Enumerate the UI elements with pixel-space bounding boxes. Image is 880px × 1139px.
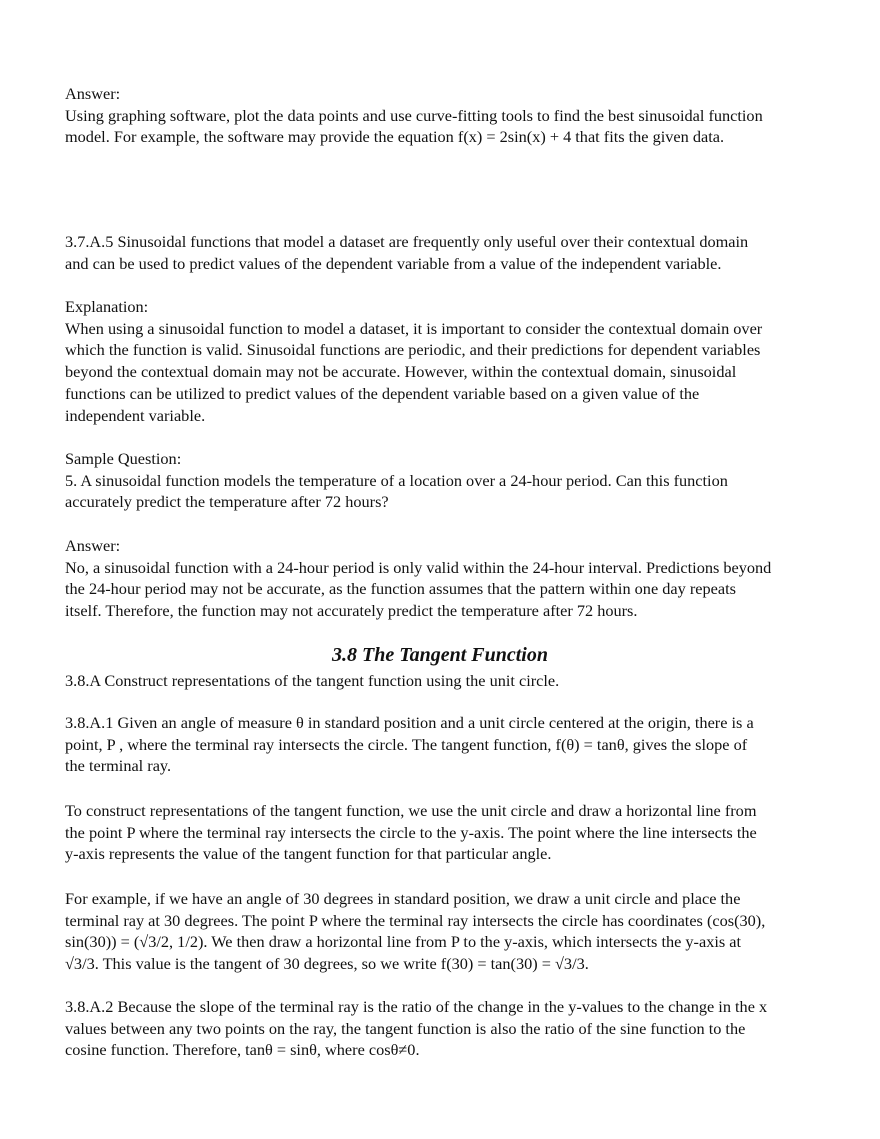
text-line: sin(30)) = (√3/2, 1/2). We then draw a horizontal line from P to the y-axis, which intersects the y-axis at [65,932,742,952]
text-line: terminal ray at 30 degrees. The point P where the terminal ray intersects the circle has coordinates (cos(30), [65,910,766,930]
standard-3-8-a-2 [65,996,767,1061]
answer-block-1 [65,83,763,148]
text-line: Using graphing software, plot the data points and use curve-fitting tools to find the best sinusoidal function [65,105,763,125]
text-line: When using a sinusoidal function to model a dataset, it is important to consider the contextual domain over [65,318,763,338]
standard-3-8-a-1 [65,712,754,777]
text-line: and can be used to predict values of the dependent variable from a value of the independent variable. [65,253,722,273]
answer-label: Answer: [65,536,121,555]
text-line: 3.7.A.5 Sinusoidal functions that model a dataset are frequently only useful over their contextual domain [65,232,749,251]
section-heading: 3.8 The Tangent Function [332,644,548,666]
text-line: No, a sinusoidal function with a 24-hour period is only valid within the 24-hour interval. Predictions beyond [65,557,772,577]
text-line: the point P where the terminal ray intersects the circle to the y-axis. The point where the line intersects the [65,822,757,842]
example-paragraph [65,888,765,975]
construct-paragraph [65,800,757,865]
standard-3-7-a-5 [65,231,748,274]
text-line: For example, if we have an angle of 30 degrees in standard position, we draw a unit circle and place the [65,889,741,908]
text-line: which the function is valid. Sinusoidal functions are periodic, and their predictions for dependent variables [65,340,761,360]
text-line: 3.8.A.1 Given an angle of measure θ in standard position and a unit circle centered at the origin, there is a [65,713,754,732]
text-line: independent variable. [65,405,206,425]
text-line: To construct representations of the tangent function, we use the unit circle and draw a horizontal line from [65,801,757,820]
text-line: 3.8.A Construct representations of the tangent function using the unit circle. [65,671,560,690]
explanation-label: Explanation: [65,297,149,316]
text-line: values between any two points on the ray, the tangent function is also the ratio of the sine function to the [65,1018,746,1038]
text-line: model. For example, the software may provide the equation f(x) = 2sin(x) + 4 that fits the given data. [65,127,725,147]
sample-question-block [65,448,728,513]
text-line: point, P , where the terminal ray intersects the circle. The tangent function, f(θ) = tanθ, gives the slope of [65,734,748,754]
explanation-block [65,296,762,426]
text-line: 5. A sinusoidal function models the temperature of a location over a 24-hour period. Can this function [65,470,728,490]
text-line: beyond the contextual domain may not be accurate. However, within the contextual domain, sinusoidal [65,362,737,382]
text-line: y-axis represents the value of the tangent function for that particular angle. [65,844,552,864]
text-line: itself. Therefore, the function may not accurately predict the temperature after 72 hours. [65,601,638,621]
answer-block-2 [65,535,771,622]
text-line: 3.8.A.2 Because the slope of the terminal ray is the ratio of the change in the y-values to the change in the x [65,997,768,1016]
sample-question-label: Sample Question: [65,449,182,468]
text-line: the 24-hour period may not be accurate, as the function assumes that the pattern within one day repeats [65,579,736,599]
answer-label: Answer: [65,84,121,103]
standard-3-8-a [65,670,559,692]
text-line: the terminal ray. [65,756,172,776]
text-line: accurately predict the temperature after 72 hours? [65,492,389,512]
text-line: functions can be utilized to predict values of the dependent variable based on a given value of the [65,383,700,403]
text-line: cosine function. Therefore, tanθ = sinθ, where cosθ≠0. [65,1040,420,1060]
text-line: √3/3. This value is the tangent of 30 degrees, so we write f(30) = tan(30) = √3/3. [65,954,589,974]
